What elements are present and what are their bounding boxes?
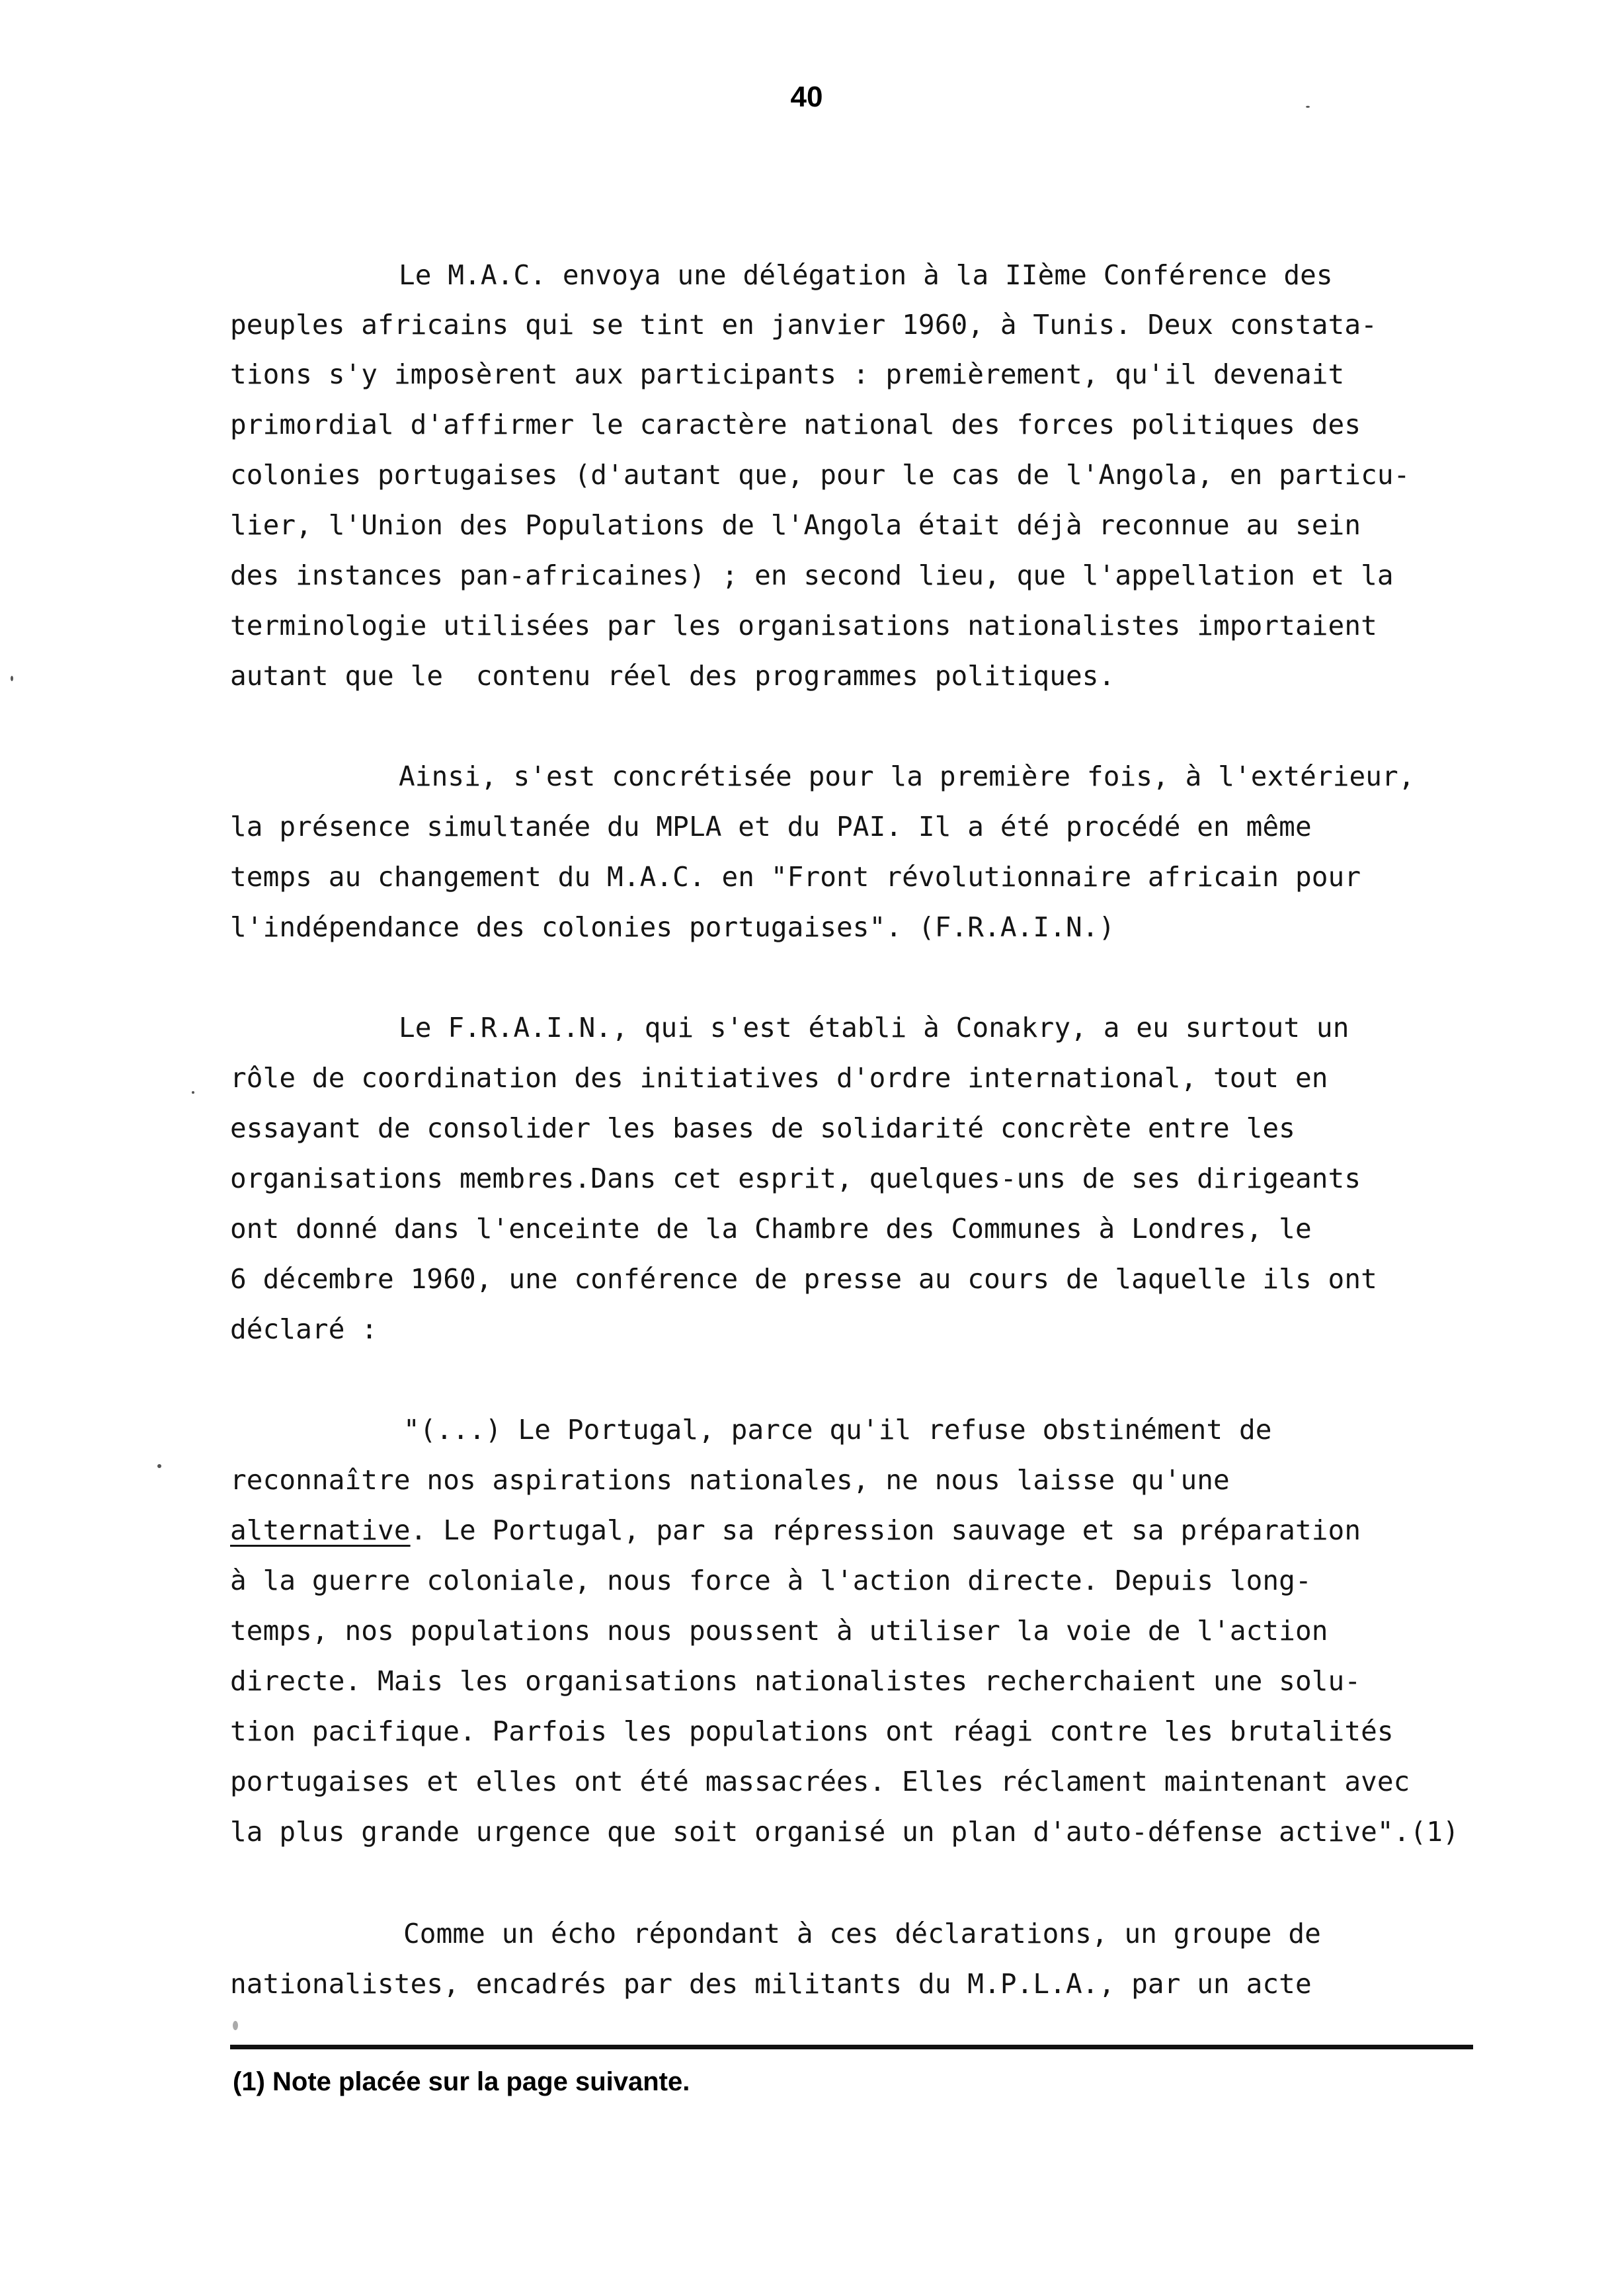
text-fragment: . Le Portugal, par sa répression sauvage et sa préparation — [410, 1514, 1361, 1546]
text-line: essayant de consolider les bases de solidarité concrète entre les — [230, 1112, 1295, 1144]
text-line: lier, l'Union des Populations de l'Angola était déjà reconnue au sein — [230, 509, 1361, 541]
text-line: des instances pan-africaines) ; en second lieu, que l'appellation et la — [230, 559, 1394, 591]
text-line: la plus grande urgence que soit organisé un plan d'auto-défense active".(1) — [230, 1816, 1459, 1848]
text-line: peuples africains qui se tint en janvier 1960, à Tunis. Deux constata- — [230, 309, 1377, 341]
text-line: 6 décembre 1960, une conférence de presse au cours de laquelle ils ont — [230, 1263, 1377, 1295]
footnote-separator — [230, 2045, 1473, 2049]
page-number: 40 — [790, 81, 823, 113]
scan-speck — [157, 1464, 161, 1468]
text-line: nationalistes, encadrés par des militants du M.P.L.A., par un acte — [230, 1968, 1312, 2000]
text-line: directe. Mais les organisations nationalistes recherchaient une solu- — [230, 1665, 1361, 1697]
text-line: "(...) Le Portugal, parce qu'il refuse obstinément de — [403, 1414, 1272, 1446]
text-line: reconnaître nos aspirations nationales, ne nous laisse qu'une — [230, 1464, 1230, 1496]
text-line: autant que le contenu réel des programmes politiques. — [230, 660, 1115, 692]
text-line: Le F.R.A.I.N., qui s'est établi à Conakry, a eu surtout un — [399, 1012, 1349, 1044]
text-line: terminologie utilisées par les organisations nationalistes importaient — [230, 610, 1377, 641]
scan-speck — [11, 676, 13, 681]
text-line: tions s'y imposèrent aux participants : premièrement, qu'il devenait — [230, 358, 1345, 390]
text-line: la présence simultanée du MPLA et du PAI. Il a été procédé en même — [230, 811, 1312, 842]
text-line: colonies portugaises (d'autant que, pour le cas de l'Angola, en particu- — [230, 459, 1410, 491]
underlined-word: alternative — [230, 1514, 411, 1546]
text-line: Comme un écho répondant à ces déclarations, un groupe de — [403, 1918, 1321, 1949]
text-line: déclaré : — [230, 1313, 378, 1345]
text-line: l'indépendance des colonies portugaises". (F.R.A.I.N.) — [230, 911, 1115, 943]
text-line: portugaises et elles ont été massacrées. Elles réclament maintenant avec — [230, 1766, 1410, 1797]
text-line: tion pacifique. Parfois les populations ont réagi contre les brutalités — [230, 1715, 1394, 1747]
text-line: primordial d'affirmer le caractère national des forces politiques des — [230, 409, 1361, 440]
scan-speck — [1306, 106, 1310, 108]
scan-speck — [233, 2021, 238, 2030]
text-line: temps, nos populations nous poussent à utiliser la voie de l'action — [230, 1615, 1328, 1647]
text-line: temps au changement du M.A.C. en "Front révolutionnaire africain pour — [230, 861, 1361, 893]
text-line: rôle de coordination des initiatives d'ordre international, tout en — [230, 1062, 1328, 1094]
text-line: Ainsi, s'est concrétisée pour la première fois, à l'extérieur, — [399, 760, 1415, 792]
text-line — [230, 1514, 1361, 1546]
text-line: ont donné dans l'enceinte de la Chambre des Communes à Londres, le — [230, 1213, 1312, 1245]
text-line: à la guerre coloniale, nous force à l'action directe. Depuis long- — [230, 1565, 1312, 1596]
scan-speck — [192, 1091, 194, 1094]
text-line: organisations membres.Dans cet esprit, quelques-uns de ses dirigeants — [230, 1163, 1361, 1194]
footnote: (1) Note placée sur la page suivante. — [233, 2067, 690, 2096]
text-line: Le M.A.C. envoya une délégation à la IIème Conférence des — [399, 259, 1333, 291]
